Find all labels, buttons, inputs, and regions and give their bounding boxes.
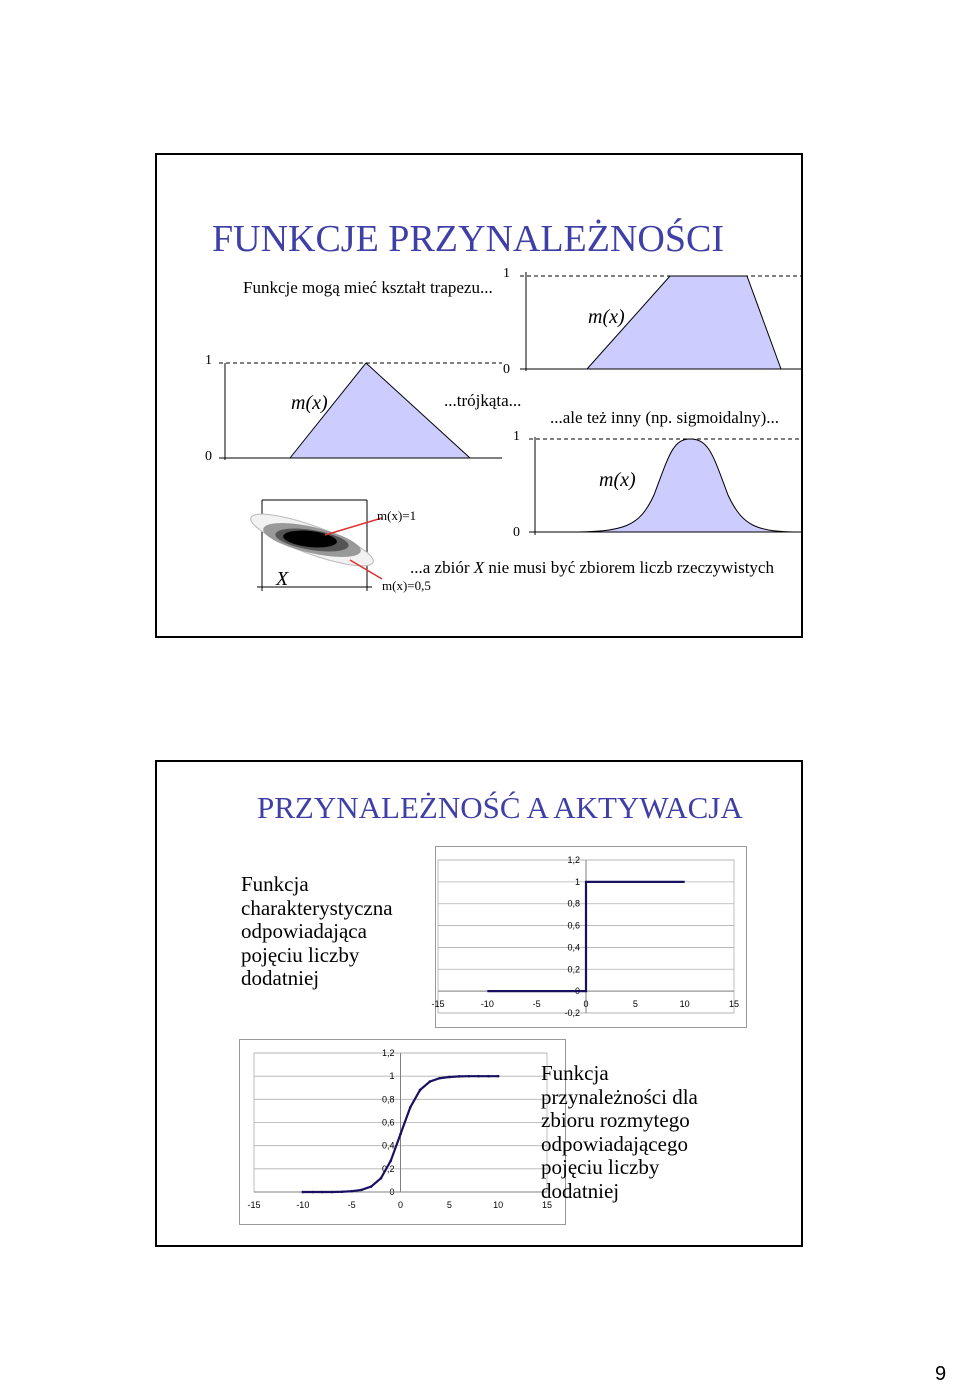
x-tick-label: -15 bbox=[247, 1200, 261, 1210]
trapezoid-caption: Funkcje mogą mieć kształt trapezu... bbox=[243, 278, 493, 297]
y-tick-label: -0,2 bbox=[564, 1008, 580, 1018]
data-point bbox=[341, 1190, 344, 1193]
sigmoid-function-chart bbox=[239, 1039, 566, 1225]
step-function-description: Funkcja charakterystyczna odpowiadająca pojęciu liczby dodatniej bbox=[241, 872, 393, 990]
y-tick-label: 1,2 bbox=[567, 855, 580, 865]
x-tick-label: 5 bbox=[446, 1200, 452, 1210]
set-caption-prefix: ...a zbiór bbox=[410, 558, 474, 577]
set-x-label: X bbox=[276, 568, 289, 590]
bell-y-one: 1 bbox=[513, 429, 520, 444]
set-caption bbox=[410, 558, 774, 578]
level-full-label: m(x)=1 bbox=[377, 508, 417, 523]
x-tick-label: 0 bbox=[583, 999, 589, 1010]
y-tick-label: 0,6 bbox=[381, 1117, 395, 1128]
set-caption-suffix: nie musi być zbiorem liczb rzeczywistych bbox=[484, 558, 774, 577]
data-point bbox=[370, 1185, 373, 1188]
data-point bbox=[380, 1177, 383, 1180]
bell-mx-label: m(x) bbox=[599, 469, 636, 491]
data-point bbox=[350, 1190, 353, 1193]
data-point bbox=[360, 1189, 363, 1192]
slide-membership-activation bbox=[155, 760, 803, 1247]
x-tick-label: 0 bbox=[397, 1200, 404, 1210]
data-point bbox=[477, 1075, 480, 1078]
triangle-caption: ...trójkąta... bbox=[444, 391, 522, 410]
y-tick-label: 1 bbox=[389, 1071, 395, 1082]
y-tick-label: 0 bbox=[389, 1187, 395, 1197]
data-point bbox=[458, 1075, 461, 1078]
y-tick-label: 0,8 bbox=[567, 898, 580, 909]
data-point bbox=[311, 1191, 314, 1194]
set-caption-var: X bbox=[473, 558, 485, 577]
y-tick-label: 1,2 bbox=[381, 1048, 395, 1058]
data-point bbox=[409, 1106, 412, 1109]
x-tick-label: 5 bbox=[632, 999, 638, 1010]
sigmoid-caption: ...ale też inny (np. sigmoidalny)... bbox=[550, 408, 779, 427]
trapezoid-y-one: 1 bbox=[503, 266, 510, 281]
data-point bbox=[448, 1076, 451, 1079]
x-tick-label: 10 bbox=[493, 1200, 504, 1210]
data-point bbox=[497, 1075, 500, 1078]
triangle-y-zero: 0 bbox=[205, 449, 212, 464]
triangle-y-one: 1 bbox=[205, 353, 212, 368]
data-point bbox=[389, 1160, 392, 1163]
slide-title: FUNKCJE PRZYNALEŻNOŚCI bbox=[212, 218, 724, 260]
data-point bbox=[331, 1191, 334, 1194]
slide-membership-functions bbox=[155, 153, 803, 638]
data-point bbox=[419, 1089, 422, 1092]
x-tick-label: -10 bbox=[480, 999, 494, 1010]
bell-y-zero: 0 bbox=[513, 525, 520, 540]
y-tick-label: 0,2 bbox=[567, 964, 580, 975]
data-point bbox=[429, 1080, 432, 1083]
data-point bbox=[399, 1133, 402, 1136]
data-point bbox=[302, 1191, 305, 1194]
page-number: 9 bbox=[935, 1363, 947, 1385]
trapezoid-mx-label: m(x) bbox=[588, 306, 625, 328]
data-point bbox=[487, 1075, 490, 1078]
x-tick-label: -10 bbox=[296, 1200, 310, 1210]
data-point bbox=[321, 1191, 324, 1194]
x-tick-label: 15 bbox=[728, 999, 740, 1010]
y-tick-label: 0,2 bbox=[381, 1163, 395, 1174]
x-tick-label: 15 bbox=[541, 1200, 553, 1210]
y-tick-label: 0,8 bbox=[381, 1094, 395, 1105]
y-tick-label: 0 bbox=[574, 986, 580, 997]
x-tick-label: 10 bbox=[679, 999, 690, 1010]
sigmoid-function-description: Funkcja przynależności dla zbioru rozmytego odpowiadającego pojęciu liczby dodatniej bbox=[541, 1061, 698, 1203]
level-half-label: m(x)=0,5 bbox=[382, 578, 431, 593]
trapezoid-y-zero: 0 bbox=[503, 362, 510, 377]
triangle-mx-label: m(x) bbox=[291, 392, 328, 414]
x-tick-label: -5 bbox=[532, 999, 541, 1010]
y-tick-label: 0,6 bbox=[567, 920, 580, 931]
data-point bbox=[438, 1077, 441, 1080]
data-point bbox=[468, 1075, 471, 1078]
y-tick-label: 1 bbox=[574, 876, 580, 887]
slide-title: PRZYNALEŻNOŚĆ A AKTYWACJA bbox=[257, 790, 743, 825]
y-tick-label: 0,4 bbox=[567, 942, 580, 953]
x-tick-label: -5 bbox=[347, 1200, 356, 1210]
step-function-chart bbox=[431, 846, 747, 1028]
chart-frame bbox=[240, 1040, 566, 1225]
x-tick-label: -15 bbox=[431, 999, 445, 1010]
y-tick-label: 0,4 bbox=[381, 1140, 395, 1151]
